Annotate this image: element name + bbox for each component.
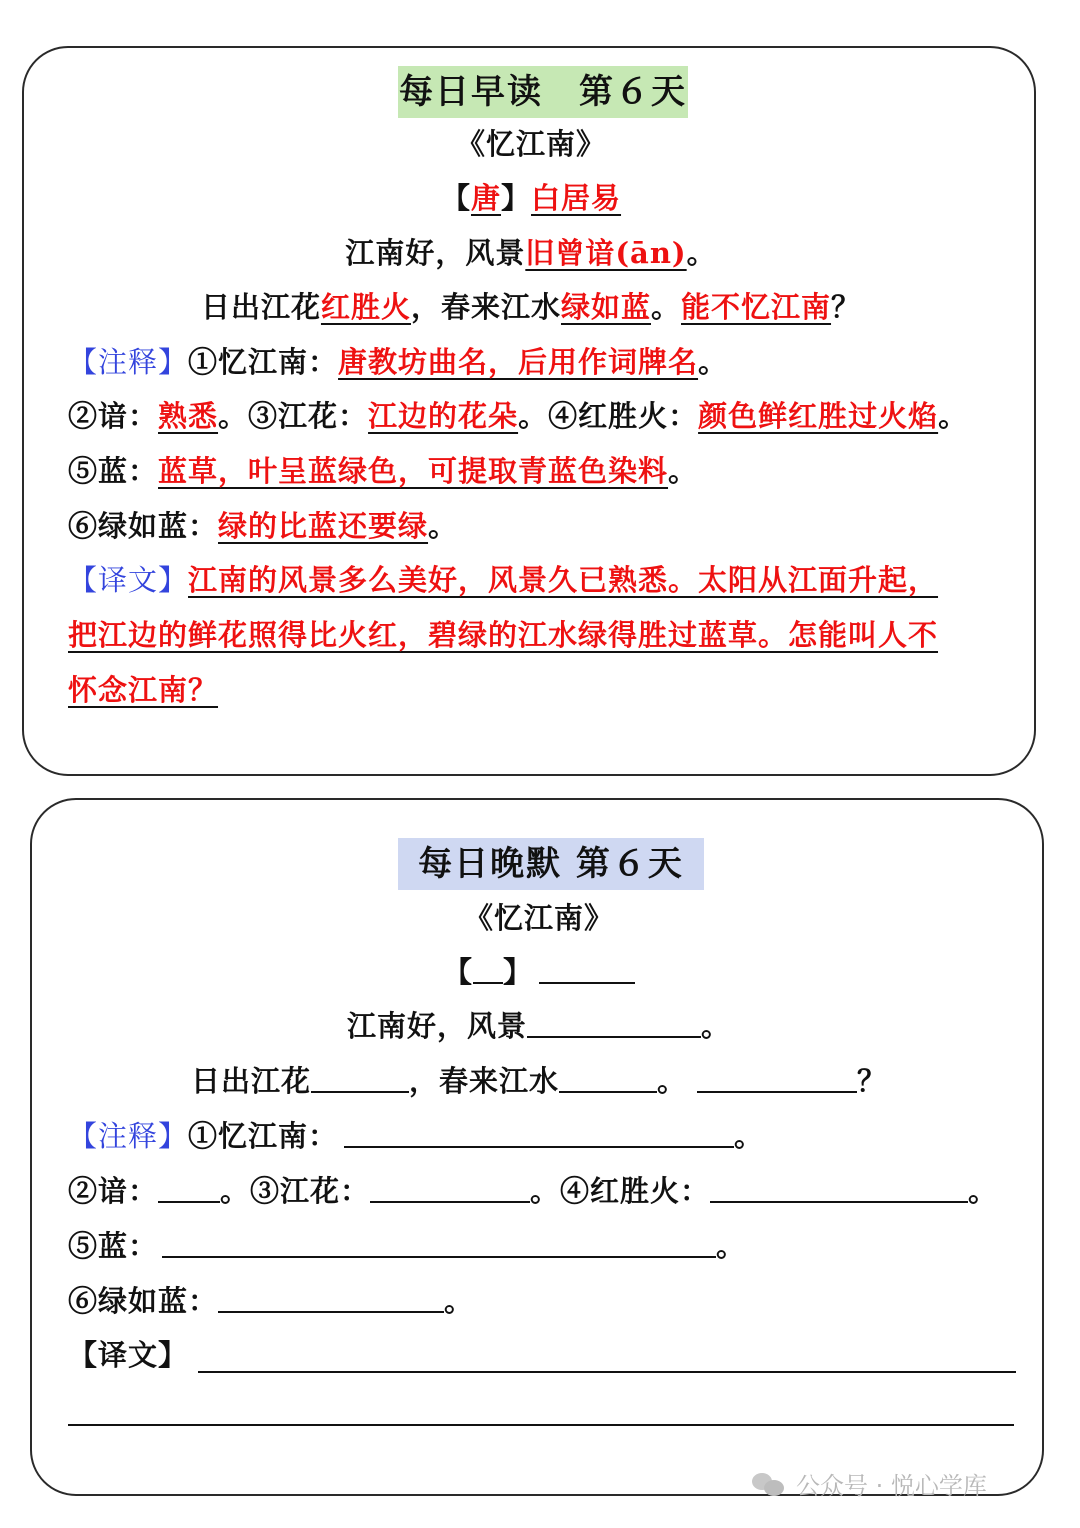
dynasty: 唐 (470, 181, 501, 215)
translation-label: 【译文】 (68, 563, 189, 597)
poem-line-1: 江南好，风景旧曾谙(ān)。 (345, 236, 717, 270)
translation-line-2: 把江边的鲜花照得比火红，碧绿的江水绿得胜过蓝草。怎能叫人不 (68, 618, 939, 652)
morning-reading-card (22, 46, 1036, 776)
answer: 红胜火 (320, 290, 411, 324)
notes-label: 【注释】 (68, 1119, 189, 1153)
blank-answer[interactable] (710, 1171, 968, 1203)
note-6: ⑥绿如蓝：绿的比蓝还要绿。 (68, 509, 459, 543)
watermark: 公众号 · 悦心学库 (752, 1466, 987, 1501)
wechat-icon (752, 1471, 786, 1497)
note-2-3-4: ②谙：熟悉。③江花：江边的花朵。④红胜火：颜色鲜红胜过火焰。 (68, 399, 969, 433)
note-1: 【注释】①忆江南：唐教坊曲名，后用作词牌名。 (68, 345, 729, 379)
blank-answer[interactable] (527, 1006, 701, 1038)
note-2-3-4: ②谙： 。③江花： 。④红胜火： 。 (68, 1171, 998, 1211)
poem-line-2: 日出江花 ，春来江水 。 ？ (32, 1061, 1046, 1101)
blank-answer[interactable] (218, 1281, 444, 1313)
translation-line-1: 【译文】江南的风景多么美好，风景久已熟悉。太阳从江面升起， (68, 563, 939, 597)
answer: 颜色鲜红胜过火焰 (698, 399, 939, 433)
translation-blank-line-2[interactable] (68, 1424, 1014, 1426)
answer: 旧曾谙(ān) (525, 236, 687, 270)
answer: 江边的花朵 (368, 399, 519, 433)
blank-answer[interactable] (697, 1061, 857, 1093)
notes-label: 【注释】 (68, 345, 189, 379)
morning-title: 每日早读 第６天 (398, 66, 688, 118)
blank-answer[interactable] (311, 1061, 409, 1093)
blank-dynasty[interactable] (473, 952, 503, 984)
note-5: ⑤蓝： 。 (68, 1226, 746, 1266)
evening-title: 每日晚默 第６天 (398, 838, 704, 890)
translation-line-3: 怀念江南？ (68, 673, 219, 707)
poem-line-2: 日出江花红胜火，春来江水绿如蓝。能不忆江南？ (200, 290, 862, 324)
answer: 绿如蓝 (560, 290, 651, 324)
poem-line-1: 江南好，风景 。 (32, 1006, 1046, 1046)
answer: 能不忆江南 (681, 290, 832, 324)
answer: 唐教坊曲名，后用作词牌名 (338, 345, 699, 379)
blank-answer[interactable] (162, 1226, 716, 1258)
blank-answer[interactable] (158, 1171, 220, 1203)
translation-label: 【译文】 (68, 1338, 189, 1372)
poem-title: 《忆江南》 (463, 901, 614, 935)
author-name: 白居易 (531, 181, 622, 215)
translation-blank-line-1[interactable] (198, 1371, 1016, 1373)
author-line: 【 】 (32, 952, 1046, 992)
answer: 绿的比蓝还要绿 (218, 509, 429, 543)
evening-dictation-card (30, 798, 1044, 1496)
answer: 蓝草，叶呈蓝绿色，可提取青蓝色染料 (158, 454, 669, 488)
note-5: ⑤蓝：蓝草，叶呈蓝绿色，可提取青蓝色染料。 (68, 454, 699, 488)
answer: 熟悉 (158, 399, 219, 433)
blank-answer[interactable] (344, 1116, 734, 1148)
note-6: ⑥绿如蓝： 。 (68, 1281, 474, 1321)
poem-title: 《忆江南》 (455, 127, 606, 161)
author-line: 【唐】白居易 (440, 181, 622, 215)
blank-author[interactable] (539, 952, 635, 984)
blank-answer[interactable] (559, 1061, 657, 1093)
note-1: 【注释】①忆江南： 。 (68, 1116, 764, 1156)
blank-answer[interactable] (370, 1171, 530, 1203)
